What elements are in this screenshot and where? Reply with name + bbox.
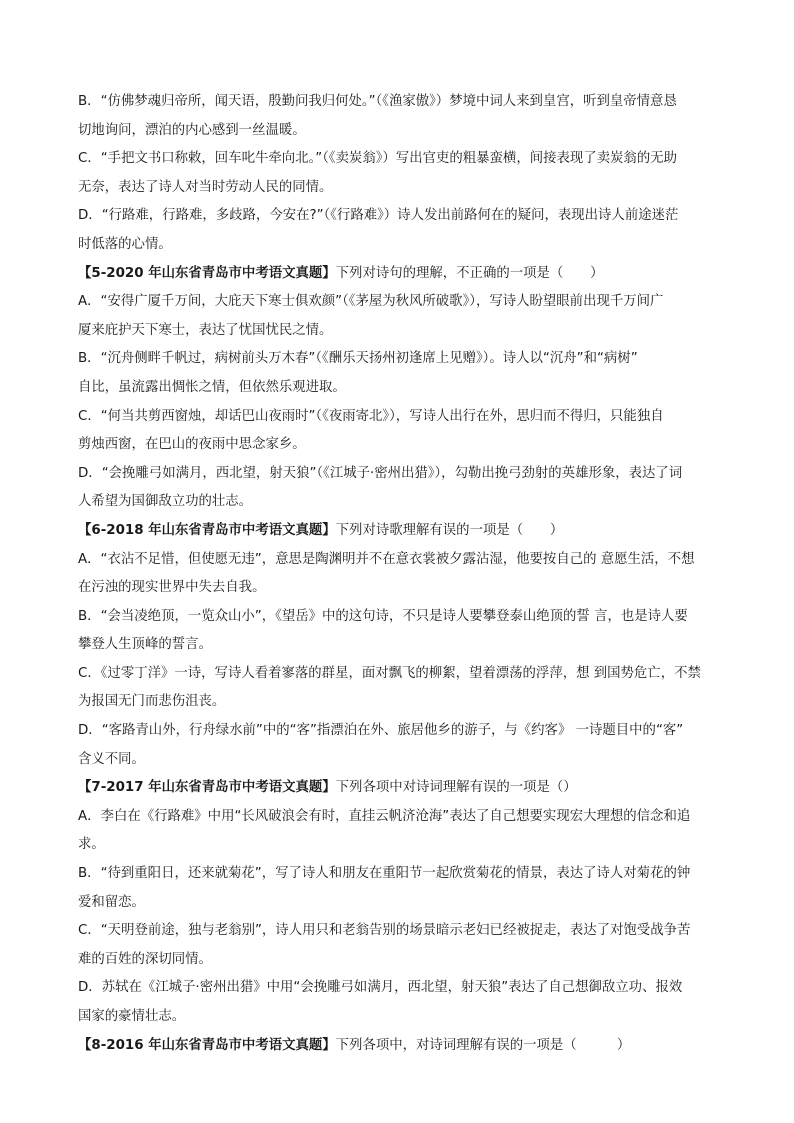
question-heading bbox=[78, 1032, 732, 1061]
option-text-line: 人希望为国御敌立功的壮志。 bbox=[78, 494, 253, 510]
document-body bbox=[78, 88, 732, 1060]
option-text-line: 厦来庇护天下寒士，表达了忧国忧民之情。 bbox=[78, 322, 333, 338]
answer-option bbox=[78, 345, 732, 402]
answer-option bbox=[78, 546, 732, 603]
answer-option bbox=[78, 717, 732, 774]
question-heading bbox=[78, 260, 732, 289]
option-text-line: D．“行路难，行路难，多歧路，今安在?”（《行路难》）诗人发出前路何在的疑问，表现出诗人前途迷茫 bbox=[78, 208, 679, 224]
answer-option bbox=[78, 202, 732, 259]
question-stem: 下列对诗句的理解，不正确的一项是（ ） bbox=[335, 265, 604, 281]
option-text-line: 剪烛西窗，在巴山的夜雨中思念家乡。 bbox=[78, 437, 306, 453]
option-text-line: C．“天明登前途，独与老翁别”，诗人用只和老翁告别的场景暗示老妇已经被捉走，表达了对饱受战争苦 bbox=[78, 923, 691, 939]
answer-option bbox=[78, 88, 732, 145]
answer-option bbox=[78, 803, 732, 860]
option-text-line: B．“仿佛梦魂归帝所，闻天语，殷勤问我归何处。”（《渔家傲》）梦境中词人来到皇宫，听到皇帝情意恳 bbox=[78, 94, 677, 109]
option-text-line: C．“何当共剪西窗烛，却话巴山夜雨时”（《夜雨寄北》），写诗人出行在外，思归而不得归，只能独自 bbox=[78, 408, 664, 424]
option-text-line: 切地询问，漂泊的内心感到一丝温暖。 bbox=[78, 122, 306, 138]
answer-option bbox=[78, 603, 732, 660]
question-source: 【6-2018 年山东省青岛市中考语文真题】 bbox=[78, 522, 336, 538]
option-text-line: B．“会当凌绝顶，一览众山小”，《望岳》中的这句诗，不只是诗人要攀登泰山绝顶的誓 言，也是诗人要 bbox=[78, 608, 688, 624]
option-text-line: B．“待到重阳日，还来就菊花”，写了诗人和朋友在重阳节一起欣赏菊花的情景，表达了诗人对菊花的钟 bbox=[78, 866, 691, 882]
question-heading bbox=[78, 774, 732, 803]
question-source: 【5-2020 年山东省青岛市中考语文真题】 bbox=[78, 265, 336, 281]
answer-option bbox=[78, 460, 732, 517]
answer-option bbox=[78, 660, 732, 717]
option-text-line: 攀登人生顶峰的誓言。 bbox=[78, 637, 212, 653]
question-stem: 下列各项中，对诗词理解有误的一项是（ ） bbox=[335, 1037, 631, 1053]
answer-option bbox=[78, 403, 732, 460]
option-text-line: B．“沉舟侧畔千帆过，病树前头万木春”（《酬乐天扬州初逢席上见赠》）。诗人以“沉舟”和“病树” bbox=[78, 351, 638, 367]
answer-option bbox=[78, 145, 732, 202]
question-heading bbox=[78, 517, 732, 546]
option-text-line: D．“会挽雕弓如满月，西北望，射天狼”（《江城子·密州出猎》），勾勒出挽弓劲射的英雄形象，表达了词 bbox=[78, 465, 683, 481]
option-text-line: 难的百姓的深切同情。 bbox=[78, 951, 212, 967]
option-text-line: 无奈，表达了诗人对当时劳动人民的同情。 bbox=[78, 179, 333, 195]
question-stem: 下列各项中对诗词理解有误的一项是（） bbox=[335, 780, 577, 796]
question-stem: 下列对诗歌理解有误的一项是（ ） bbox=[335, 522, 564, 538]
option-text-line: D．苏轼在《江城子·密州出猎》中用“会挽雕弓如满月，西北望，射天狼”表达了自己想御敌立功、报效 bbox=[78, 980, 683, 996]
option-text-line: 爱和留恋。 bbox=[78, 894, 145, 910]
option-text-line: 自比，虽流露出惆怅之情，但依然乐观进取。 bbox=[78, 379, 346, 395]
option-text-line: C．《过零丁洋》一诗，写诗人看着寥落的群星，面对飘飞的柳絮，望着漂荡的浮萍，想 到国势危亡，不禁 bbox=[78, 665, 701, 681]
option-text-line: 在污浊的现实世界中失去自我。 bbox=[78, 580, 266, 596]
option-text-line: C．“手把文书口称敕，回车叱牛牵向北。”（《卖炭翁》）写出官吏的粗暴蛮横，间接表现了卖炭翁的无助 bbox=[78, 151, 677, 167]
question-source: 【8-2016 年山东省青岛市中考语文真题】 bbox=[78, 1037, 336, 1053]
option-text-line: 含义不同。 bbox=[78, 751, 145, 767]
answer-option bbox=[78, 917, 732, 974]
option-text-line: A．“安得广厦千万间，大庇天下寒士俱欢颜”（《茅屋为秋风所破歌》），写诗人盼望眼前出现千万间广 bbox=[78, 294, 664, 310]
option-text-line: D．“客路青山外，行舟绿水前”中的“客”指漂泊在外、旅居他乡的游子，与《约客》 一诗题目中的“客” bbox=[78, 723, 684, 739]
answer-option bbox=[78, 974, 732, 1031]
option-text-line: 求。 bbox=[78, 837, 105, 853]
option-text-line: 国家的豪情壮志。 bbox=[78, 1009, 186, 1024]
answer-option bbox=[78, 288, 732, 345]
answer-option bbox=[78, 860, 732, 917]
option-text-line: A．李白在《行路难》中用“长风破浪会有时，直挂云帆济沧海”表达了自己想要实现宏大理想的信念和追 bbox=[78, 808, 691, 824]
option-text-line: A．“衣沾不足惜，但使愿无违”，意思是陶渊明并不在意衣裳被夕露沾湿，他要按自己的 意愿生活，不想 bbox=[78, 551, 695, 567]
question-source: 【7-2017 年山东省青岛市中考语文真题】 bbox=[78, 780, 336, 796]
option-text-line: 时低落的心情。 bbox=[78, 236, 172, 252]
option-text-line: 为报国无门而悲伤沮丧。 bbox=[78, 694, 226, 710]
